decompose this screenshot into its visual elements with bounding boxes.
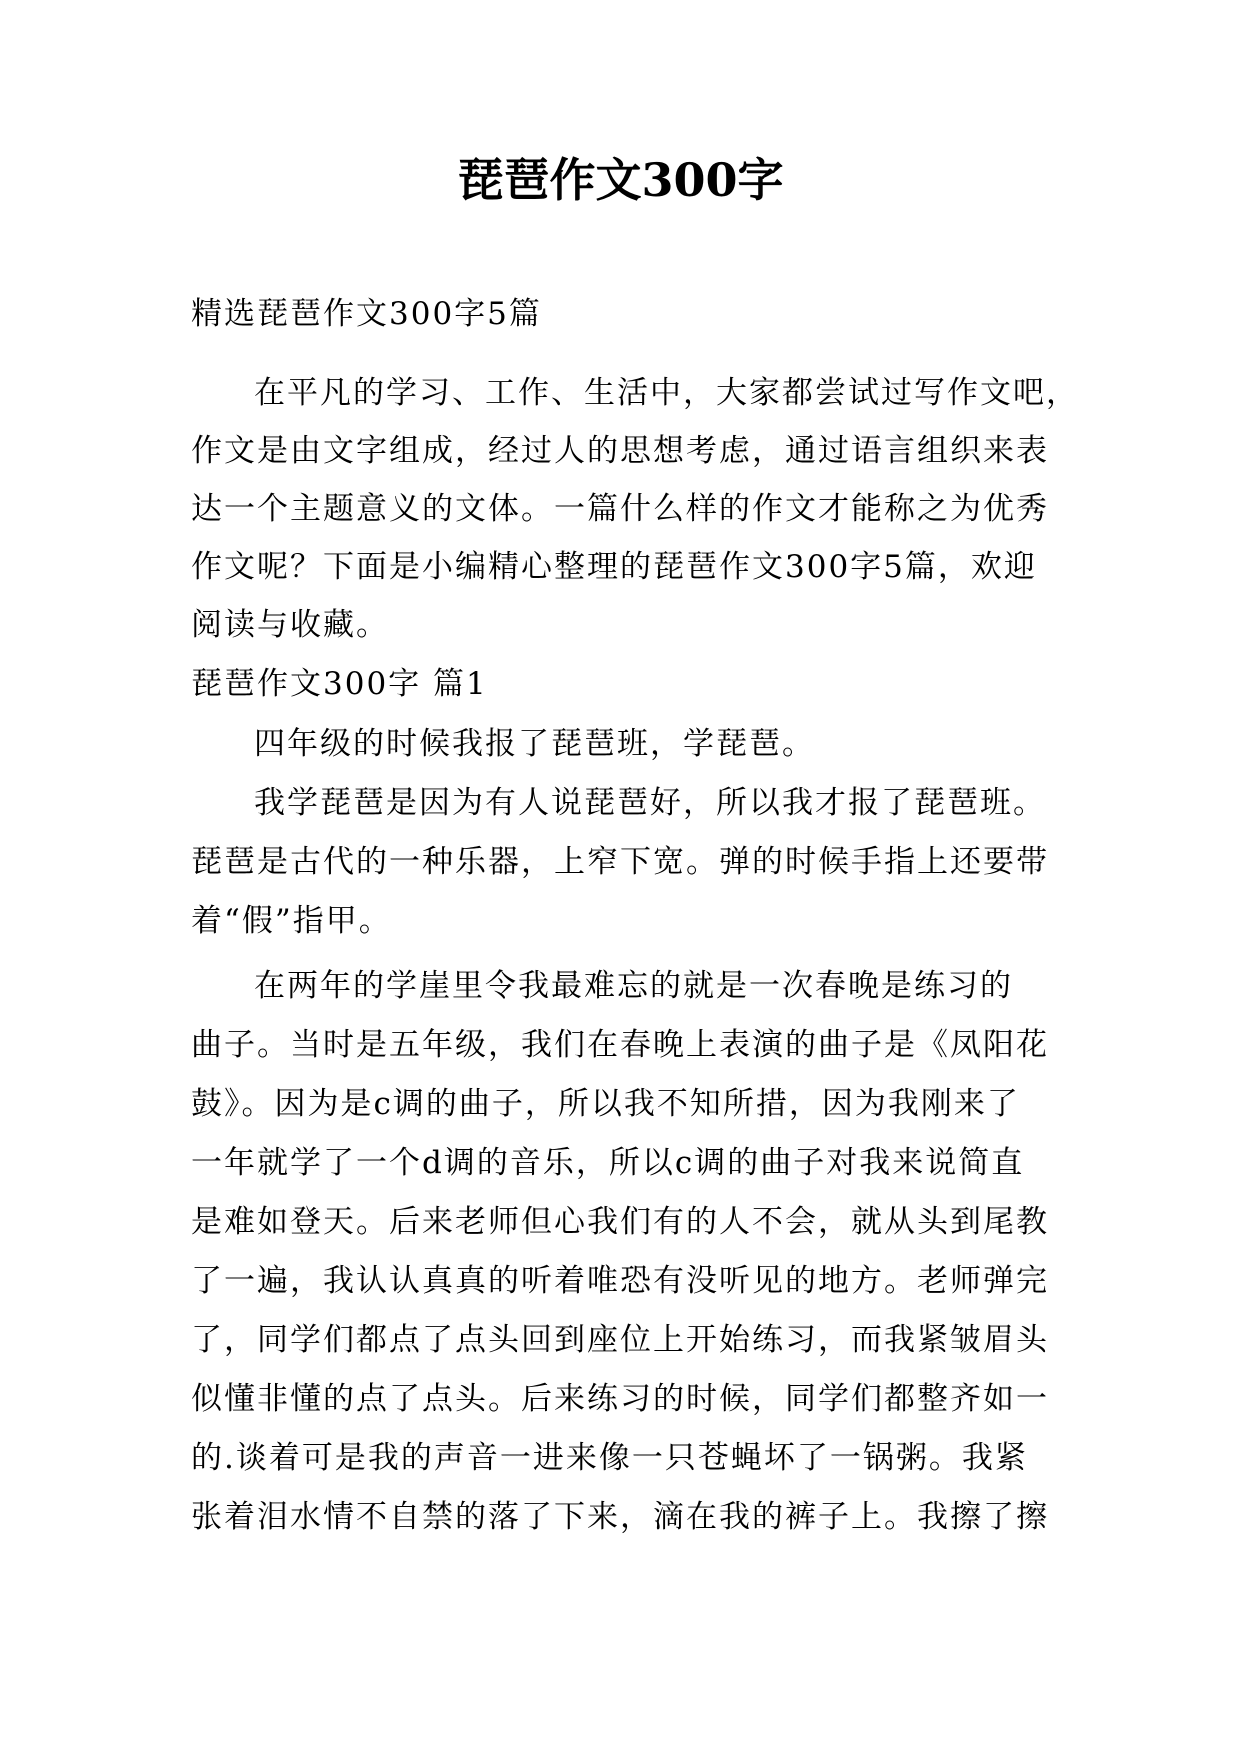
paragraph-line: 一年就学了一个d调的音乐，所以c调的曲子对我来说简直 (191, 1145, 1025, 1181)
paragraph-line: 琵琶是古代的一种乐器，上窄下宽。弹的时候手指上还要带 (191, 844, 1049, 880)
section-heading: 琵琶作文300字 篇1 (191, 666, 488, 702)
paragraph-line: 似懂非懂的点了点头。后来练习的时候，同学们都整齐如一 (191, 1381, 1049, 1417)
document-title: 琵琶作文300字 (457, 153, 784, 207)
paragraph-line: 着“假”指甲。 (191, 903, 392, 939)
paragraph-line: 阅读与收藏。 (191, 607, 389, 643)
paragraph-line: 了一遍，我认认真真的听着唯恐有没听见的地方。老师弹完 (191, 1263, 1049, 1299)
paragraph-line: 作文是由文字组成，经过人的思想考虑，通过语言组织来表 (191, 433, 1049, 469)
paragraph-line: 的.谈着可是我的声音一进来像一只苍蝇坏了一锅粥。我紧 (191, 1440, 1028, 1476)
paragraph-line: 张着泪水情不自禁的落了下来，滴在我的裤子上。我擦了擦 (191, 1499, 1049, 1535)
paragraph-line: 四年级的时候我报了琵琶班，学琵琶。 (254, 726, 815, 762)
paragraph-line: 达一个主题意义的文体。一篇什么样的作文才能称之为优秀 (191, 491, 1049, 527)
paragraph-line: 在两年的学崖里令我最难忘的就是一次春晚是练习的 (254, 968, 1013, 1004)
paragraph-line: 曲子。当时是五年级，我们在春晚上表演的曲子是《凤阳花 (191, 1027, 1049, 1063)
paragraph-line: 我学琵琶是因为有人说琵琶好，所以我才报了琵琶班。 (254, 785, 1046, 821)
paragraph-line: 作文呢？下面是小编精心整理的琵琶作文300字5篇，欢迎 (191, 549, 1037, 585)
paragraph-line: 是难如登天。后来老师但心我们有的人不会，就从头到尾教 (191, 1204, 1049, 1240)
paragraph-line: 在平凡的学习、工作、生活中，大家都尝试过写作文吧， (254, 375, 1079, 411)
paragraph-line: 鼓》。因为是c调的曲子，所以我不知所措，因为我刚来了 (191, 1086, 1020, 1122)
paragraph-line: 了，同学们都点了点头回到座位上开始练习，而我紧皱眉头 (191, 1322, 1049, 1358)
document-subtitle: 精选琵琶作文300字5篇 (191, 296, 542, 332)
